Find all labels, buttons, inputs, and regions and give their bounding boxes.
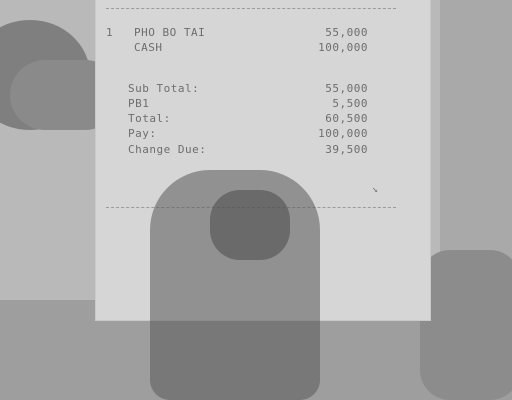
change-due-amount: 39,500 xyxy=(325,143,368,156)
receipt-divider-top xyxy=(106,8,396,9)
receipt-item-row xyxy=(106,26,368,40)
item-quantity: 1 xyxy=(106,26,114,39)
change-due-label: Change Due: xyxy=(128,143,207,156)
background-shadow xyxy=(420,250,512,400)
arrow-icon: ↘ xyxy=(372,184,379,195)
total-label: Total: xyxy=(128,112,171,125)
payment-method-amount: 100,000 xyxy=(318,41,368,54)
hand-shadow xyxy=(210,190,290,260)
subtotal-label: Sub Total: xyxy=(128,82,200,95)
item-name: PHO BO TAI xyxy=(134,26,206,39)
pay-label: Pay: xyxy=(128,127,157,140)
total-row xyxy=(106,112,368,126)
tax-row xyxy=(106,97,368,111)
tax-amount: 5,500 xyxy=(332,97,368,110)
payment-method-row xyxy=(106,41,368,55)
total-amount: 60,500 xyxy=(325,112,368,125)
change-due-row xyxy=(106,143,368,157)
payment-method-label: CASH xyxy=(134,41,163,54)
pay-amount: 100,000 xyxy=(318,127,368,140)
subtotal-row xyxy=(106,82,368,96)
item-amount: 55,000 xyxy=(325,26,368,39)
pay-row xyxy=(106,127,368,141)
background-surface xyxy=(440,0,512,260)
tax-label: PB1 xyxy=(128,97,150,110)
subtotal-amount: 55,000 xyxy=(325,82,368,95)
